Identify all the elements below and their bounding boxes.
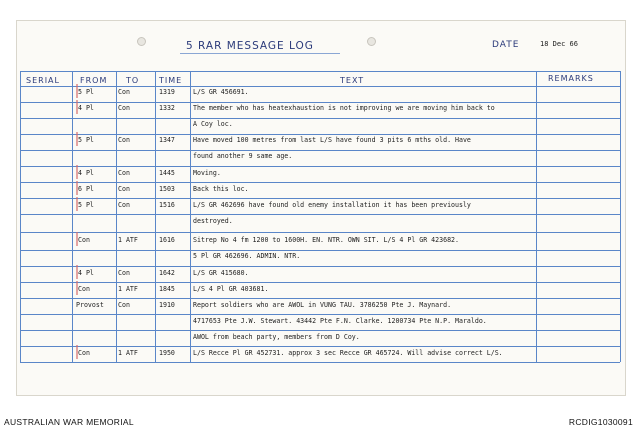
row-to: 1 ATF — [118, 285, 138, 293]
row-time: 1950 — [159, 349, 175, 357]
row-text: 5 Pl GR 462696. ADMIN. NTR. — [193, 252, 301, 260]
row-time: 1910 — [159, 301, 175, 309]
column-rule — [190, 71, 191, 362]
col-header-remarks: REMARKS — [548, 74, 594, 83]
row-rule — [20, 362, 620, 363]
row-time: 1616 — [159, 236, 175, 244]
row-to: Con — [118, 269, 130, 277]
col-header-serial: SERIAL — [26, 76, 60, 85]
row-to: Con — [118, 201, 130, 209]
date-label: DATE — [492, 40, 520, 50]
red-pencil-mark — [76, 181, 78, 195]
row-rule — [20, 134, 620, 135]
row-rule — [20, 282, 620, 283]
row-rule — [20, 118, 620, 119]
column-rule — [116, 71, 117, 362]
col-header-time: TIME — [159, 76, 183, 85]
column-rule — [72, 71, 73, 362]
red-pencil-mark — [76, 345, 78, 359]
row-text: AWOL from beach party, members from D Coy. — [193, 333, 360, 341]
column-rule — [20, 71, 21, 362]
col-header-text: TEXT — [340, 76, 365, 85]
row-text: Moving. — [193, 169, 221, 177]
footer-institution: AUSTRALIAN WAR MEMORIAL — [4, 417, 134, 427]
row-rule — [20, 298, 620, 299]
row-text: Have moved 100 metres from last L/S have found 3 pits 6 mths old. Have — [193, 136, 471, 144]
row-rule — [20, 198, 620, 199]
row-text: L/S GR 415680. — [193, 269, 249, 277]
row-to: Con — [118, 301, 130, 309]
row-to: Con — [118, 104, 130, 112]
row-rule — [20, 330, 620, 331]
row-rule — [20, 214, 620, 215]
row-time: 1516 — [159, 201, 175, 209]
row-to: Con — [118, 185, 130, 193]
row-to: 1 ATF — [118, 349, 138, 357]
row-to: Con — [118, 136, 130, 144]
row-text: Report soldiers who are AWOL in VUNG TAU. 3786250 Pte J. Maynard. — [193, 301, 452, 309]
red-pencil-mark — [76, 232, 78, 246]
row-text: found another 9 same age. — [193, 152, 293, 160]
row-from: Con — [78, 285, 90, 293]
column-rule — [155, 71, 156, 362]
col-header-from: FROM — [80, 76, 108, 85]
row-time: 1319 — [159, 88, 175, 96]
row-from: Provost — [76, 301, 104, 309]
title-underline — [180, 53, 340, 54]
row-rule — [20, 166, 620, 167]
row-time: 1845 — [159, 285, 175, 293]
row-to: Con — [118, 88, 130, 96]
row-rule — [20, 71, 620, 72]
row-from: 6 Pl — [78, 185, 94, 193]
log-title: 5 RAR MESSAGE LOG — [186, 40, 314, 52]
red-pencil-mark — [76, 281, 78, 295]
row-rule — [20, 232, 620, 233]
punch-hole — [137, 37, 146, 46]
row-from: Con — [78, 349, 90, 357]
row-time: 1503 — [159, 185, 175, 193]
red-pencil-mark — [76, 84, 78, 98]
row-text: Back this loc. — [193, 185, 249, 193]
row-time: 1445 — [159, 169, 175, 177]
red-pencil-mark — [76, 100, 78, 114]
red-pencil-mark — [76, 265, 78, 279]
row-to: Con — [118, 169, 130, 177]
row-text: L/S GR 462696 have found old enemy installation it has been previously — [193, 201, 471, 209]
row-text: A Coy loc. — [193, 120, 233, 128]
column-rule — [620, 71, 621, 362]
row-time: 1332 — [159, 104, 175, 112]
row-from: 4 Pl — [78, 269, 94, 277]
row-text: L/S Recce Pl GR 452731. approx 3 sec Recce GR 465724. Will advise correct L/S. — [193, 349, 503, 357]
row-rule — [20, 314, 620, 315]
row-to: 1 ATF — [118, 236, 138, 244]
red-pencil-mark — [76, 165, 78, 179]
row-rule — [20, 346, 620, 347]
row-rule — [20, 250, 620, 251]
row-text: The member who has heatexhaustion is not improving we are moving him back to — [193, 104, 495, 112]
row-from: 5 Pl — [78, 88, 94, 96]
punch-hole — [367, 37, 376, 46]
row-rule — [20, 266, 620, 267]
row-rule — [20, 150, 620, 151]
row-time: 1347 — [159, 136, 175, 144]
row-from: 5 Pl — [78, 136, 94, 144]
row-rule — [20, 102, 620, 103]
row-from: 4 Pl — [78, 169, 94, 177]
row-from: 5 Pl — [78, 201, 94, 209]
row-text: Sitrep No 4 fm 1200 to 1600H. EN. NTR. OWN SIT. L/S 4 Pl GR 423682. — [193, 236, 459, 244]
row-time: 1642 — [159, 269, 175, 277]
footer-record-id: RCDIG1030091 — [568, 417, 633, 427]
row-text: destroyed. — [193, 217, 233, 225]
date-value: 18 Dec 66 — [540, 40, 578, 48]
red-pencil-mark — [76, 197, 78, 211]
row-from: 4 Pl — [78, 104, 94, 112]
column-rule — [536, 71, 537, 362]
row-text: L/S GR 456691. — [193, 88, 249, 96]
row-text: 4717653 Pte J.W. Stewart. 43442 Pte F.N. Clarke. 1200734 Pte N.P. Maraldo. — [193, 317, 487, 325]
col-header-to: TO — [126, 76, 140, 85]
row-text: L/S 4 Pl GR 403681. — [193, 285, 269, 293]
row-from: Con — [78, 236, 90, 244]
red-pencil-mark — [76, 132, 78, 146]
row-rule — [20, 182, 620, 183]
row-rule — [20, 86, 620, 87]
